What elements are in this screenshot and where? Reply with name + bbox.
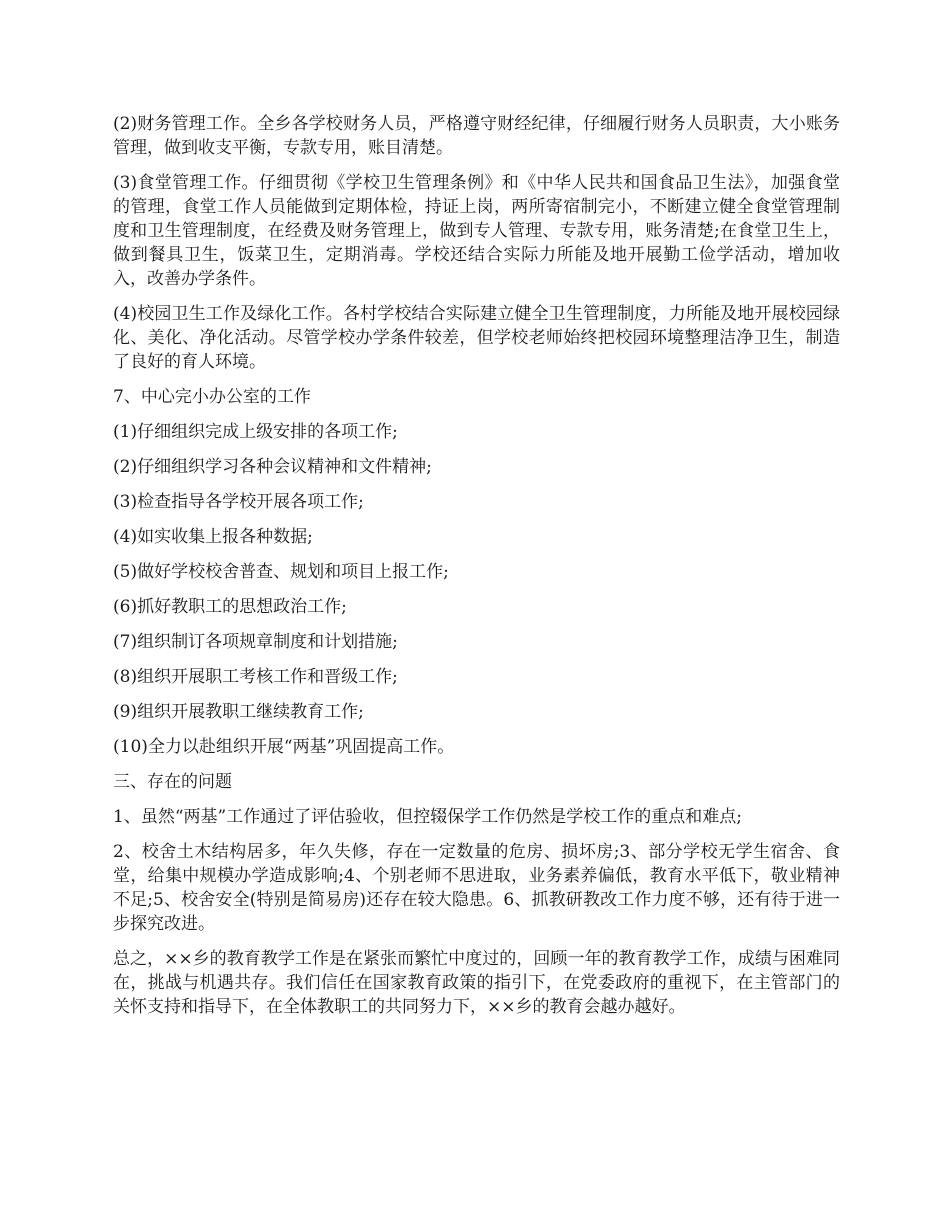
list-item: (5)做好学校校舍普查、规划和项目上报工作;: [113, 562, 449, 582]
list-item: (9)组织开展教职工继续教育工作;: [113, 702, 364, 722]
list-item: (1)仔细组织完成上级安排的各项工作;: [113, 422, 398, 442]
list-item: (10)全力以赴组织开展“两基”巩固提高工作。: [113, 737, 455, 757]
paragraph-problems-2-6: 2、校舍土木结构居多，年久失修，存在一定数量的危房、损坏房;3、部分学校无学生宿舍、食堂，给集中规模办学造成影响;4、个别老师不思进取，业务素养偏低，教育水平低下，敬业精神不足;5、校舍安全(特别是简易房)还存在较大隐患。6、抓教研教改工作力度不够，还有待于进一步探究改进。: [113, 842, 840, 934]
section-heading-problems: 三、存在的问题: [113, 772, 232, 792]
list-item: (8)组织开展职工考核工作和晋级工作;: [113, 667, 398, 687]
list-item: (2)仔细组织学习各种会议精神和文件精神;: [113, 457, 432, 477]
paragraph-campus-hygiene: (4)校园卫生工作及绿化工作。各村学校结合实际建立健全卫生管理制度，力所能及地开展校园绿化、美化、净化活动。尽管学校办学条件较差，但学校老师始终把校园环境整理洁净卫生，制造了良好的育人环境。: [113, 304, 840, 372]
list-item: (4)如实收集上报各种数据;: [113, 527, 313, 547]
paragraph-problem-1: 1、虽然“两基”工作通过了评估验收，但控辍保学工作仍然是学校工作的重点和难点;: [113, 807, 742, 827]
paragraph-conclusion: 总之，××乡的教育教学工作是在紧张而繁忙中度过的，回顾一年的教育教学工作，成绩与困难同在，挑战与机遇共存。我们信任在国家教育政策的指引下，在党委政府的重视下，在主管部门的关怀支持和指导下，在全体教职工的共同努力下，××乡的教育会越办越好。: [113, 949, 840, 1017]
paragraph-canteen-management: (3)食堂管理工作。仔细贯彻《学校卫生管理条例》和《中华人民共和国食品卫生法》，加强食堂的管理，食堂工作人员能做到定期体检，持证上岗，两所寄宿制完小，不断建立健全食堂管理制度和卫生管理制度，在经费及财务管理上，做到专人管理、专款专用，账务清楚;在食堂卫生上，做到餐具卫生，饭菜卫生，定期消毒。学校还结合实际力所能及地开展勤工俭学活动，增加收入，改善办学条件。: [113, 173, 840, 289]
paragraph-finance-management: (2)财务管理工作。全乡各学校财务人员，严格遵守财经纪律，仔细履行财务人员职责，大小账务管理，做到收支平衡，专款专用，账目清楚。: [113, 114, 840, 158]
list-item: (3)检查指导各学校开展各项工作;: [113, 492, 364, 512]
section-heading-office-work: 7、中心完小办公室的工作: [113, 387, 311, 407]
document-body: [113, 112, 840, 1030]
list-item: (6)抓好教职工的思想政治工作;: [113, 597, 347, 617]
list-item: (7)组织制订各项规章制度和计划措施;: [113, 632, 398, 652]
